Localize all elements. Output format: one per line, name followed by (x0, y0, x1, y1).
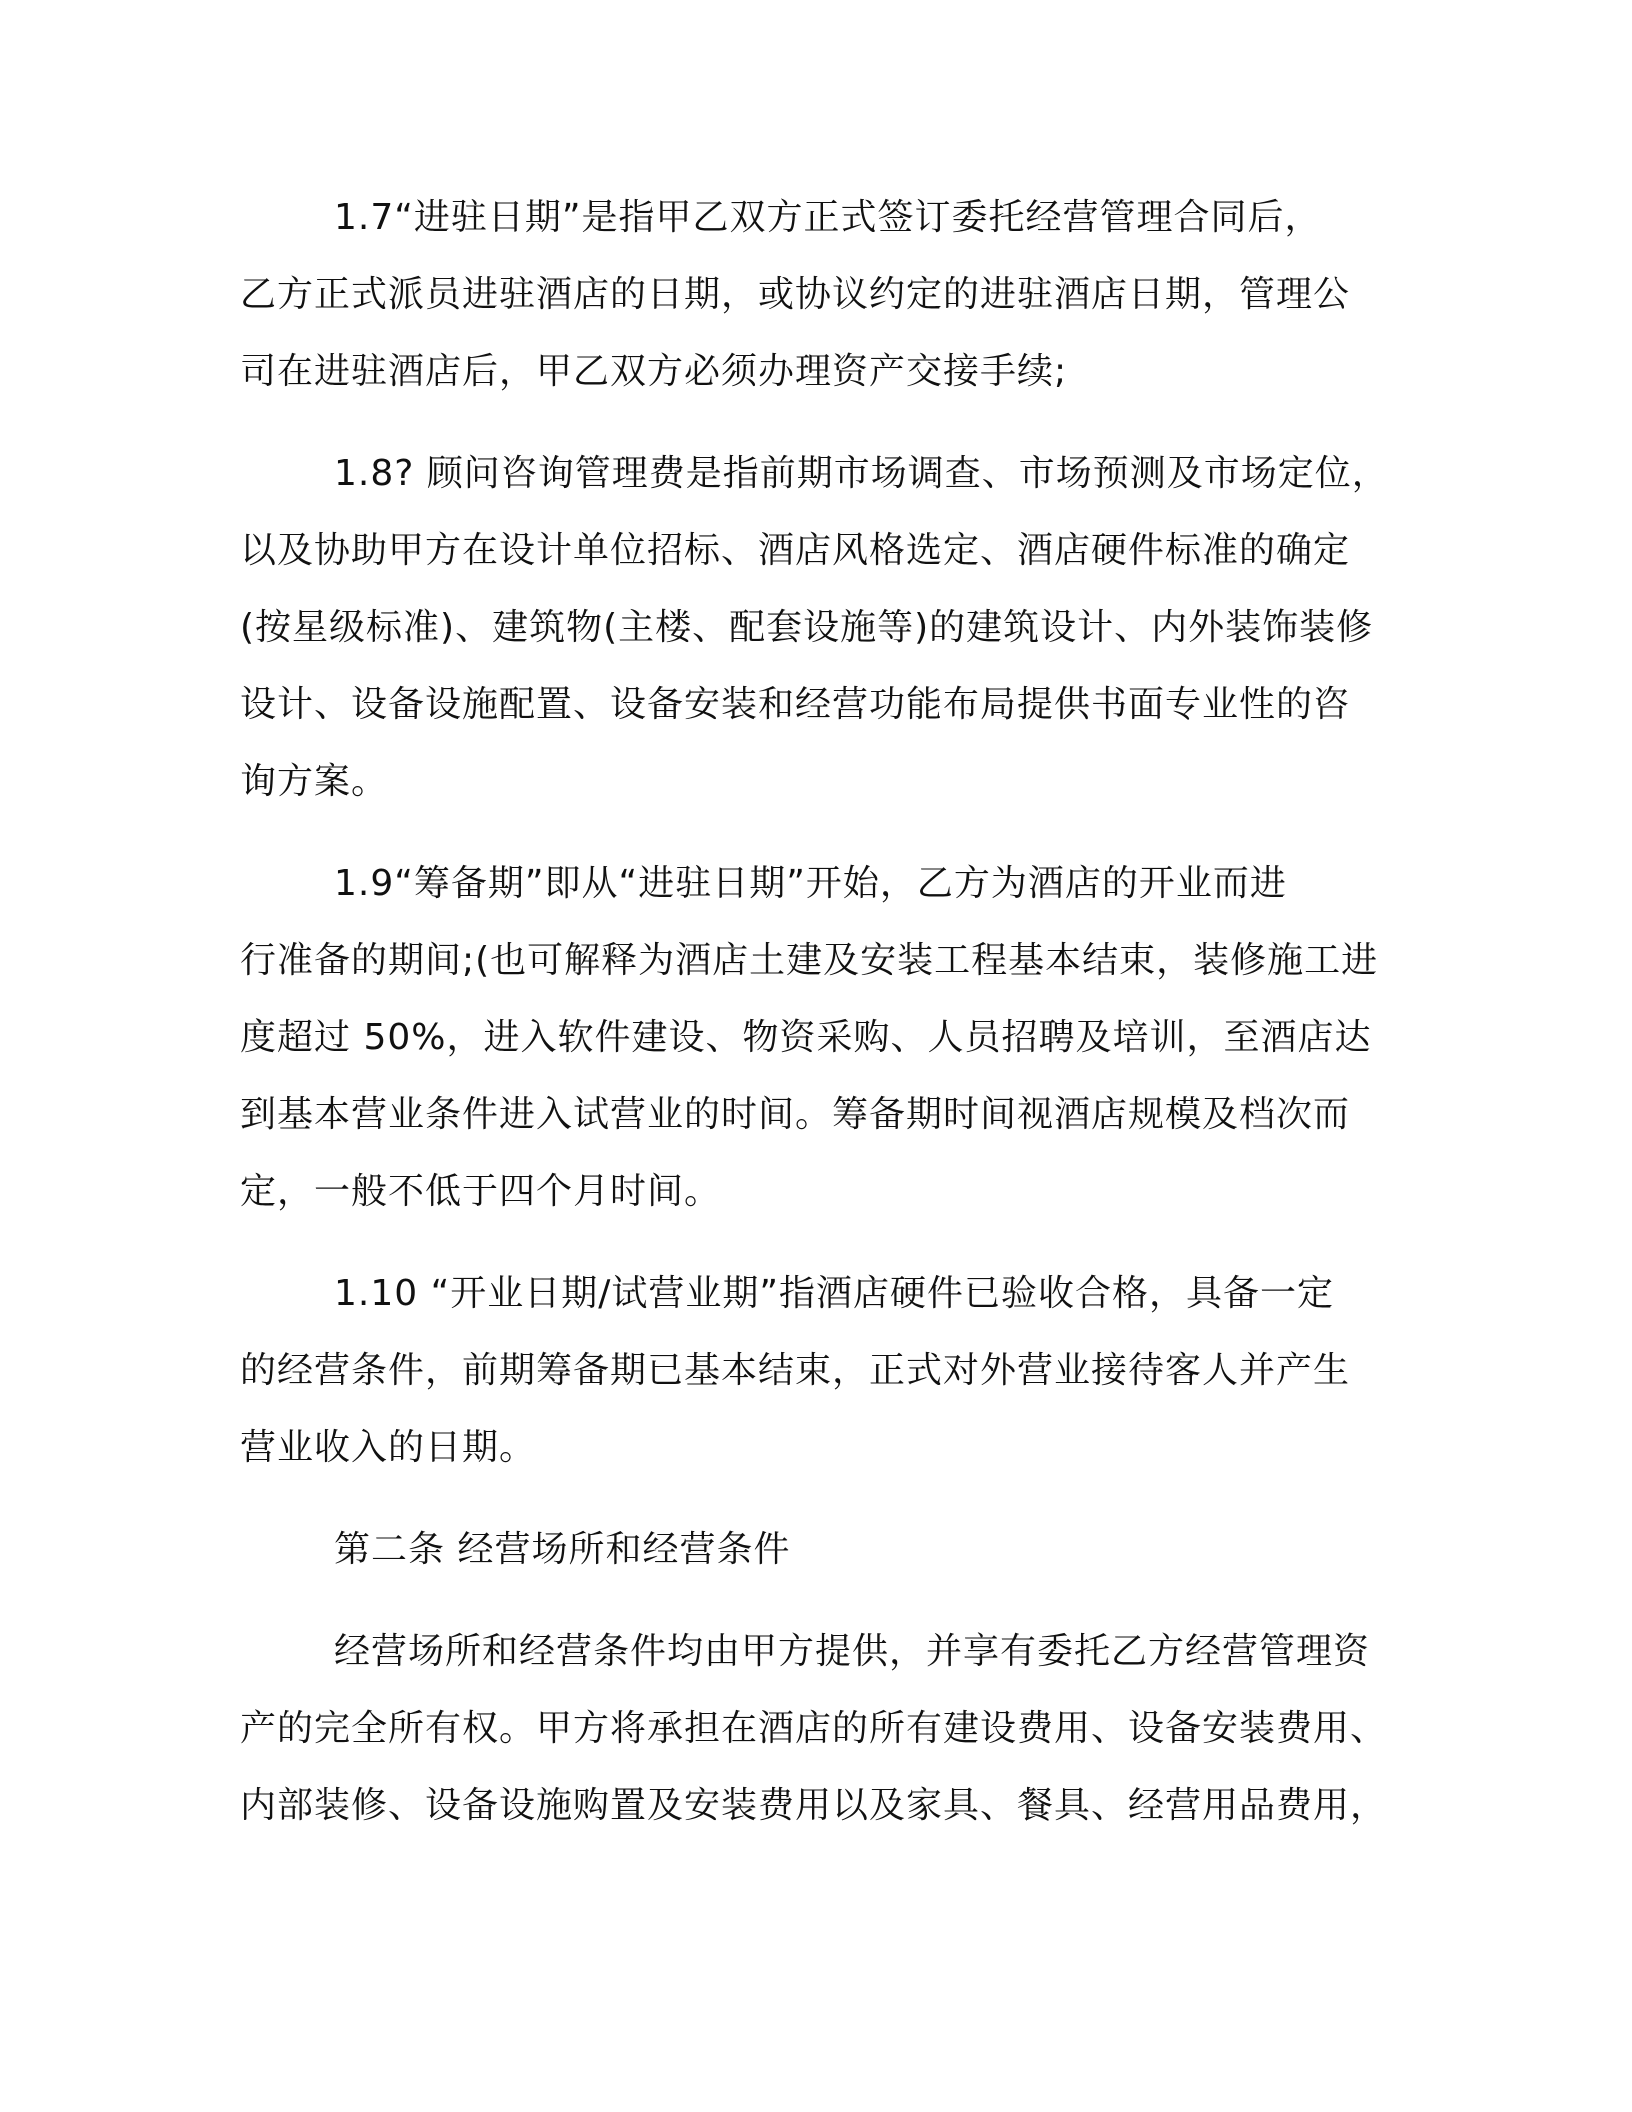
paragraph-line: 营业收入的日期。 (240, 1427, 537, 1468)
section-heading: 第二条 经营场所和经营条件 (334, 1529, 791, 1570)
paragraph-line: 度超过 50%，进入软件建设、物资采购、人员招聘及培训，至酒店达 (240, 1017, 1372, 1058)
paragraph-line: 经营场所和经营条件均由甲方提供，并享有委托乙方经营管理资 (334, 1631, 1371, 1672)
paragraph-line: 1.10 “开业日期/试营业期”指酒店硬件已验收合格，具备一定 (334, 1273, 1335, 1314)
paragraph-line: 1.7“进驻日期”是指甲乙双方正式签订委托经营管理合同后， (334, 197, 1322, 238)
paragraph-line: 到基本营业条件进入试营业的时间。筹备期时间视酒店规模及档次而 (240, 1094, 1351, 1135)
paragraph-line: 设计、设备设施配置、设备安装和经营功能布局提供书面专业性的咨 (240, 684, 1351, 725)
paragraph-line: 司在进驻酒店后，甲乙双方必须办理资产交接手续; (240, 351, 1068, 392)
paragraph-line: (按星级标准)、建筑物(主楼、配套设施等)的建筑设计、内外装饰装修 (240, 607, 1374, 648)
paragraph-line: 1.8? 顾问咨询管理费是指前期市场调查、市场预测及市场定位， (334, 453, 1389, 494)
paragraph-line: 询方案。 (240, 761, 389, 802)
paragraph-line: 产的完全所有权。甲方将承担在酒店的所有建设费用、设备安装费用、 (240, 1708, 1388, 1749)
paragraph-line: 的经营条件，前期筹备期已基本结束，正式对外营业接待客人并产生 (240, 1350, 1351, 1391)
paragraph-line: 定，一般不低于四个月时间。 (240, 1171, 722, 1212)
paragraph-line: 以及协助甲方在设计单位招标、酒店风格选定、酒店硬件标准的确定 (240, 530, 1351, 571)
paragraph-line: 行准备的期间;(也可解释为酒店土建及安装工程基本结束，装修施工进 (240, 940, 1379, 981)
paragraph-line: 乙方正式派员进驻酒店的日期，或协议约定的进驻酒店日期，管理公 (240, 274, 1351, 315)
paragraph-line: 1.9“筹备期”即从“进驻日期”开始，乙方为酒店的开业而进 (334, 863, 1287, 904)
paragraph-line: 内部装修、设备设施购置及安装费用以及家具、餐具、经营用品费用， (240, 1785, 1388, 1826)
